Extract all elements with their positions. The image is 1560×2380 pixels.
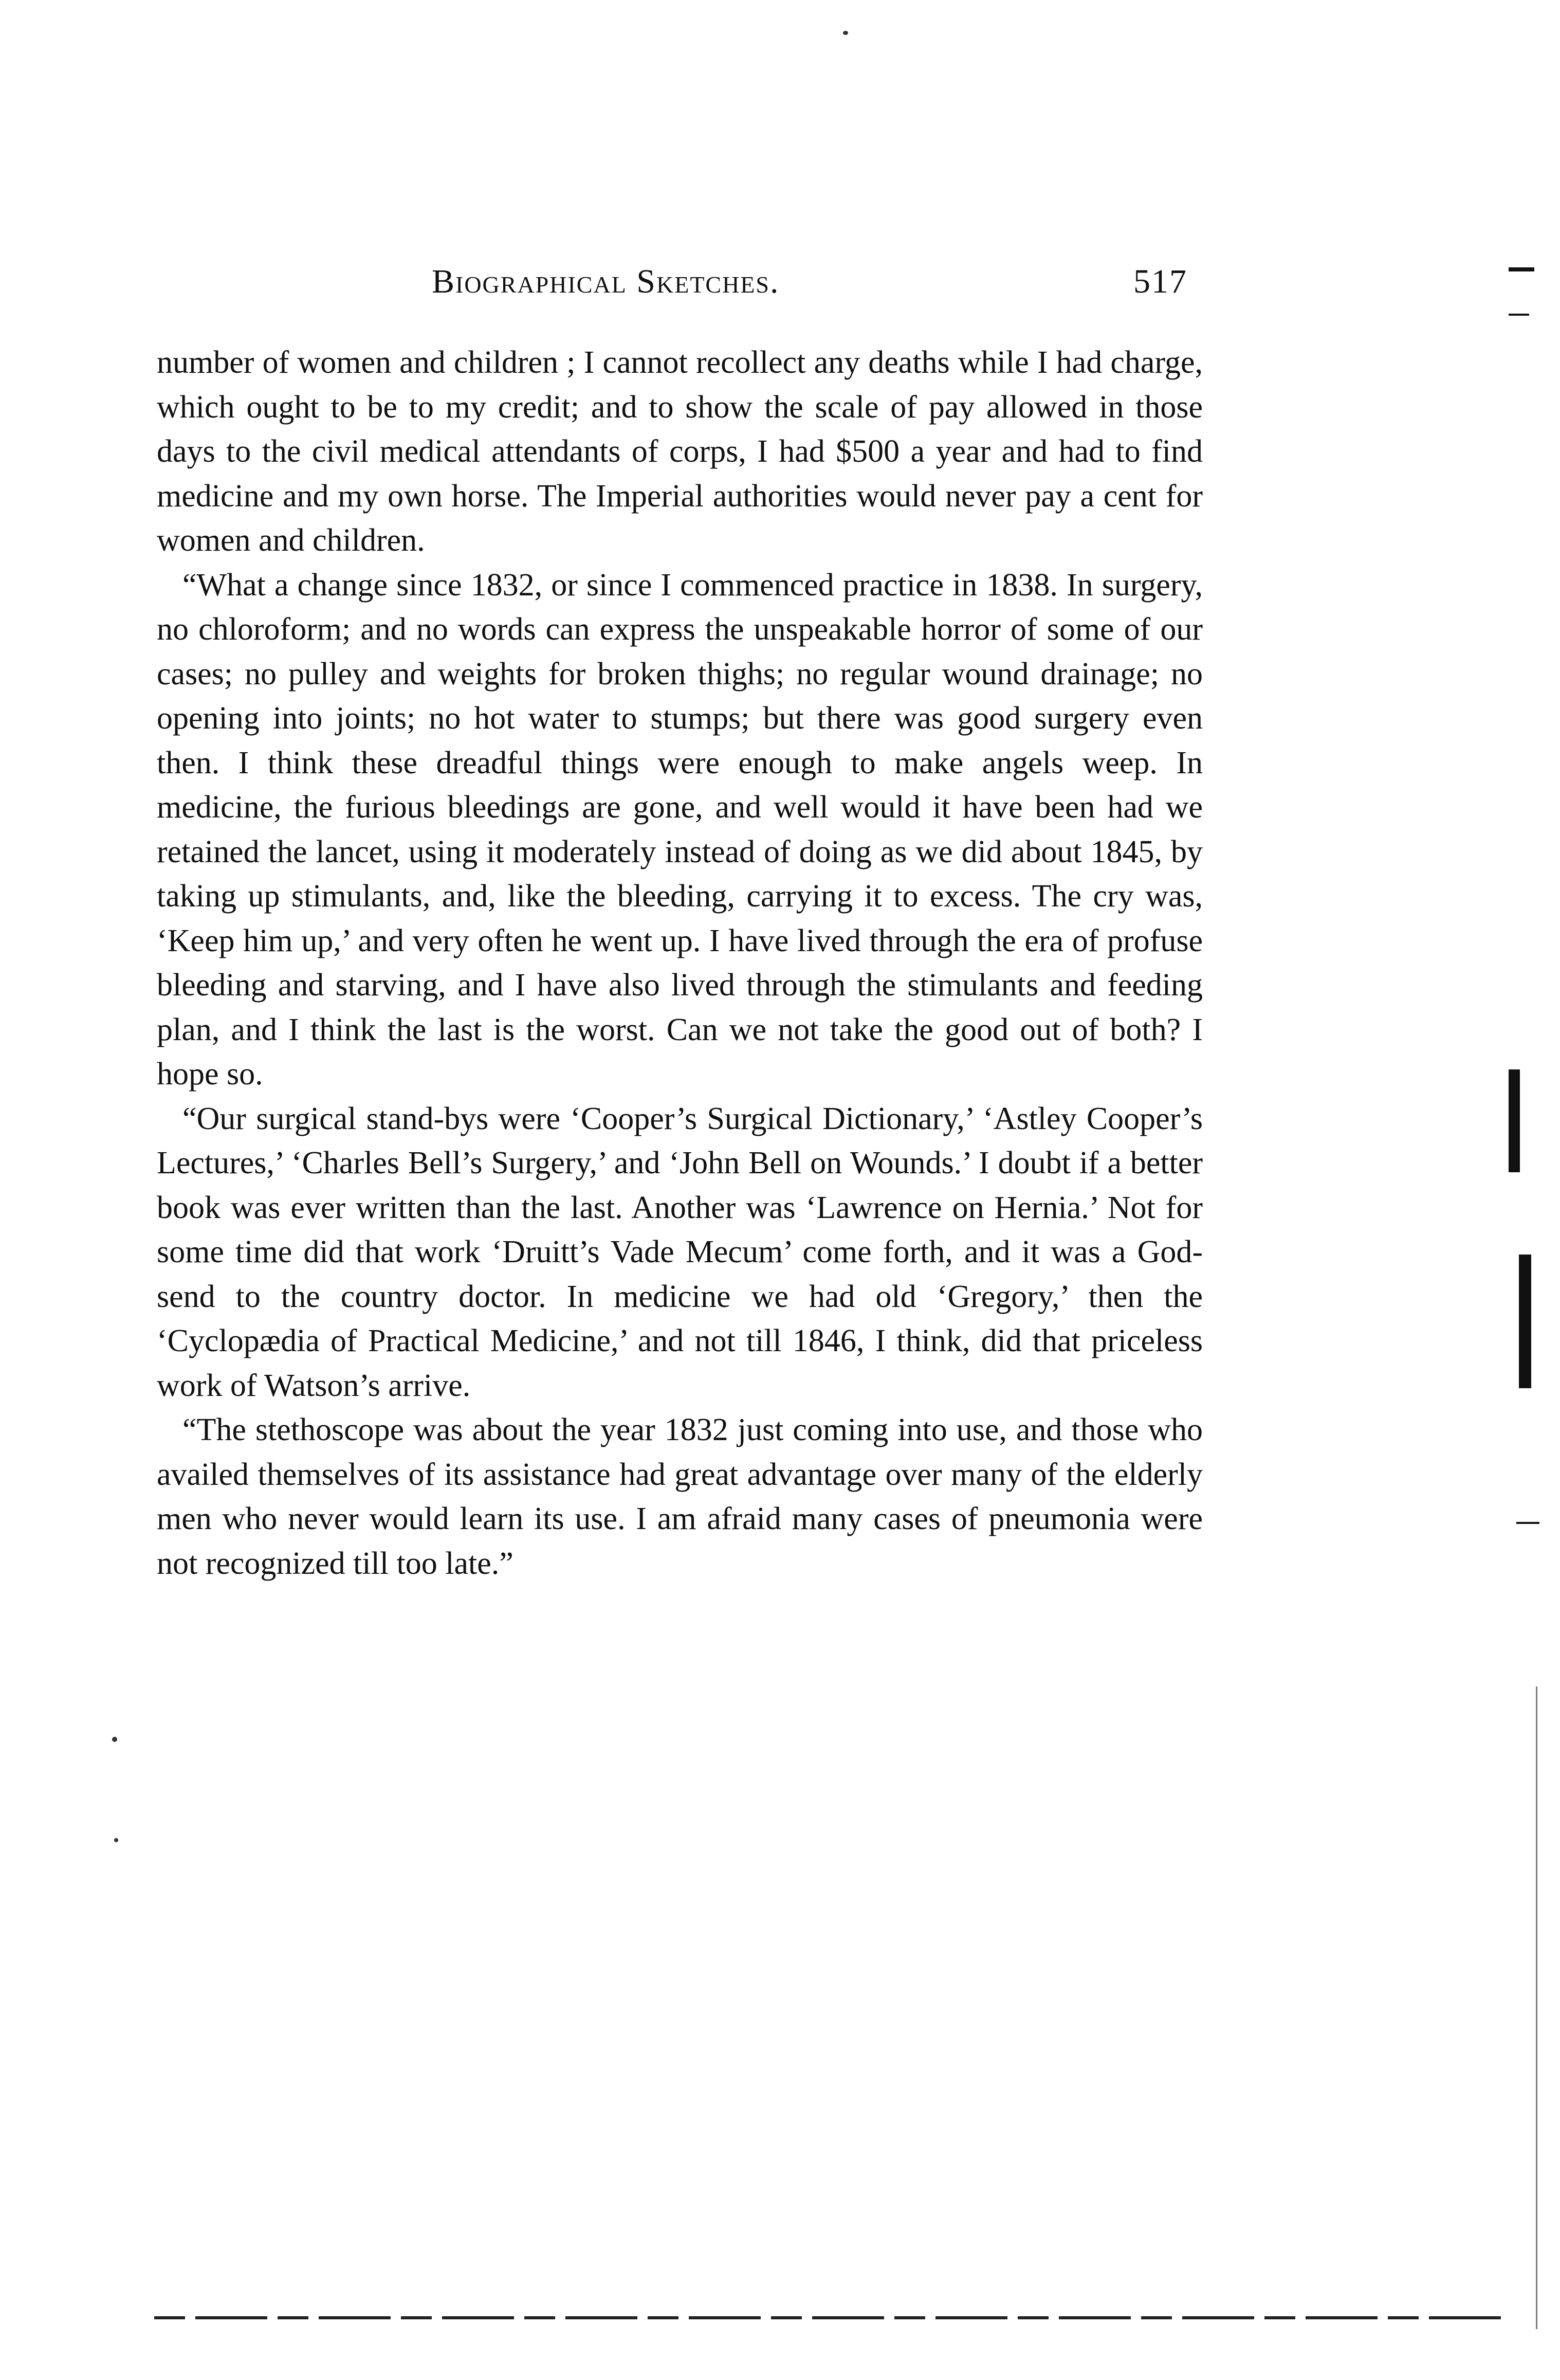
paragraph: number of women and children ; I cannot recollect any deaths while I had charge, which ought to be to my credit; and to show the scale of pay allowed in those days to the civil medical attendants of corps, I had $500 a year and had to find medicine and my own horse. The Imperial authorities would never pay a cent for women and children. (157, 345, 1203, 558)
page-number: 517 (1133, 263, 1187, 300)
scan-edge-mark (1536, 1686, 1537, 2329)
paragraph: “Our surgical stand-bys were ‘Cooper’s Surgical Dictionary,’ ‘Astley Cooper’s Lectures,’ ‘Charles Bell’s Surgery,’ and ‘John Bell on Wounds.’ I doubt if a better book was ever written than the last. Another was ‘Lawrence on Hernia.’ Not for some time did that work ‘Druitt’s Vade Mecum’ come forth, and it was a God-send to the country doctor. In medicine we had old ‘Gregory,’ then the ‘Cyclopædia of Practical Medicine,’ and not till 1846, I think, did that priceless work of Watson’s arrive. (157, 1101, 1203, 1403)
running-head: Biographical Sketches. (432, 263, 780, 300)
scan-bottom-rule (154, 2316, 1501, 2319)
scan-speck (114, 1838, 118, 1842)
paragraph: “The stethoscope was about the year 1832 just coming into use, and those who availed themselves of its assistance had great advantage over many of the elderly men who never would learn its use. I am afraid many cases of pneumonia were not recognized till too late.” (157, 1412, 1203, 1581)
body-text (157, 340, 1203, 1586)
paragraph: “What a change since 1832, or since I commenced practice in 1838. In surgery, no chloroform; and no words can express the unspeakable horror of some of our cases; no pulley and weights for broken thighs; no regular wound drainage; no opening into joints; no hot water to stumps; but there was good surgery even then. I think these dreadful things were enough to make angels weep. In medicine, the furious bleedings are gone, and well would it have been had we retained the lancet, using it moderately instead of doing as we did about 1845, by taking up stimulants, and, like the bleeding, carrying it to excess. The cry was, ‘Keep him up,’ and very often he went up. I have lived through the era of profuse bleeding and starving, and I have also lived through the stimulants and feeding plan, and I think the last is the worst. Can we not take the good out of both? I hope so. (157, 567, 1203, 1092)
scan-edge-mark (1516, 1522, 1539, 1524)
scan-speck (843, 31, 848, 35)
scan-edge-mark (1509, 267, 1534, 271)
scan-speck (112, 1737, 117, 1742)
scan-edge-mark (1519, 1255, 1531, 1388)
scan-edge-mark (1509, 1069, 1520, 1172)
page-header (432, 262, 1187, 308)
scan-edge-mark (1509, 314, 1529, 316)
